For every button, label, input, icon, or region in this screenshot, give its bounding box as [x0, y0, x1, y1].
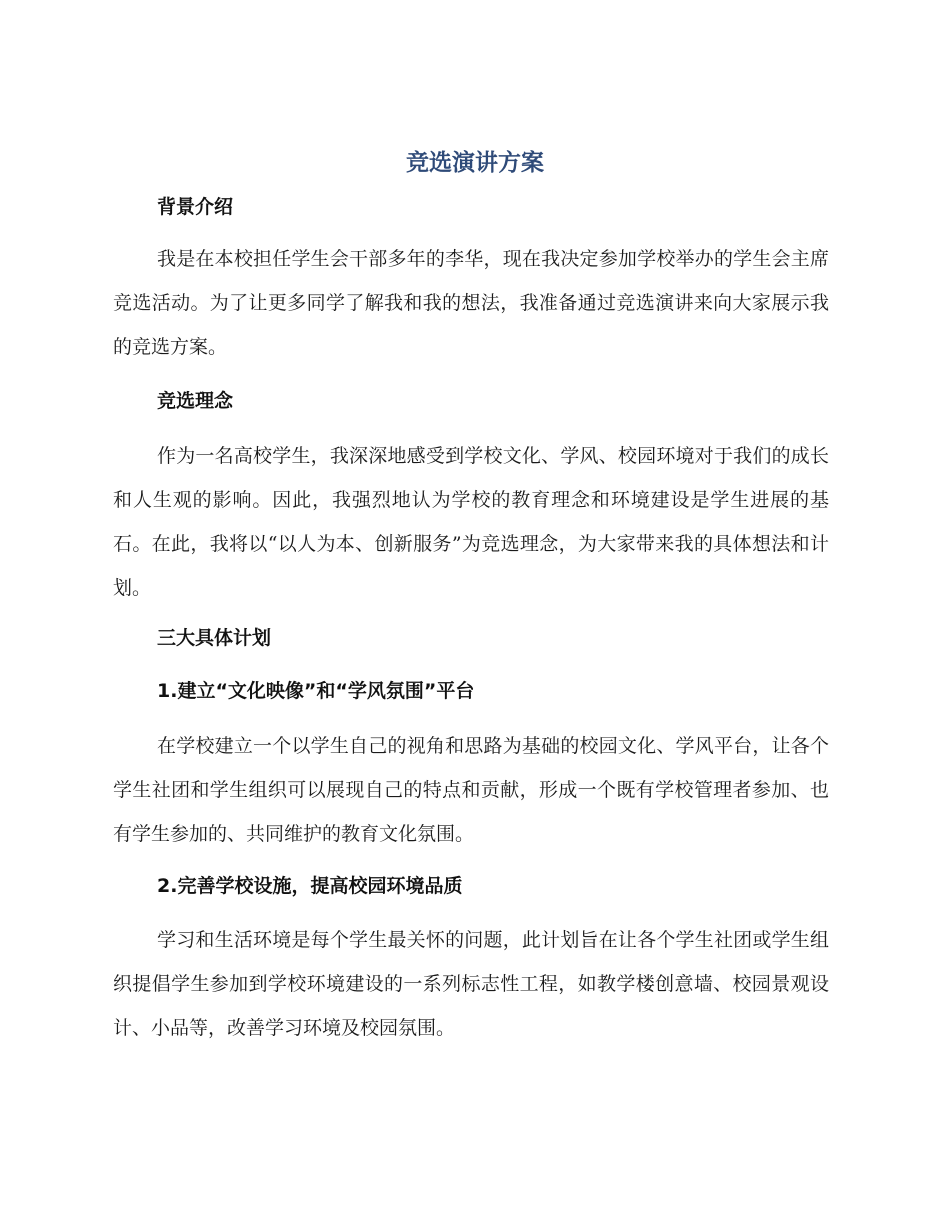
- section-heading-philosophy: 竞选理念: [157, 390, 234, 412]
- section-paragraph-philosophy: 作为一名高校学生，我深深地感受到学校文化、学风、校园环境对于我们的成长和人生观的影响。因此，我强烈地认为学校的教育理念和环境建设是学生进展的基石。在此，我将以“以人为本、创新服务”为竞选理念，为大家带来我的具体想法和计划。: [113, 445, 829, 599]
- section-heading-background: 背景介绍: [157, 196, 234, 218]
- section-paragraph-background: 我是在本校担任学生会干部多年的李华，现在我决定参加学校举办的学生会主席竞选活动。为了让更多同学了解我和我的想法，我准备通过竞选演讲来向大家展示我的竞选方案。: [113, 248, 829, 358]
- section-paragraph-plan-2: 学习和生活环境是每个学生最关怀的问题，此计划旨在让各个学生社团或学生组织提倡学生参加到学校环境建设的一系列标志性工程，如教学楼创意墙、校园景观设计、小品等，改善学习环境及校园氛围。: [113, 929, 829, 1039]
- section-heading-plan-2: 2.完善学校设施，提高校园环境品质: [157, 875, 463, 897]
- section-heading-plan-1: 1.建立“文化映像”和“学风氛围”平台: [157, 680, 475, 702]
- section-paragraph-plan-1: 在学校建立一个以学生自己的视角和思路为基础的校园文化、学风平台，让各个学生社团和学生组织可以展现自己的特点和贡献，形成一个既有学校管理者参加、也有学生参加的、共同维护的教育文化氛围。: [113, 735, 829, 845]
- document-title: 竞选演讲方案: [406, 150, 544, 176]
- section-heading-plans: 三大具体计划: [157, 627, 272, 649]
